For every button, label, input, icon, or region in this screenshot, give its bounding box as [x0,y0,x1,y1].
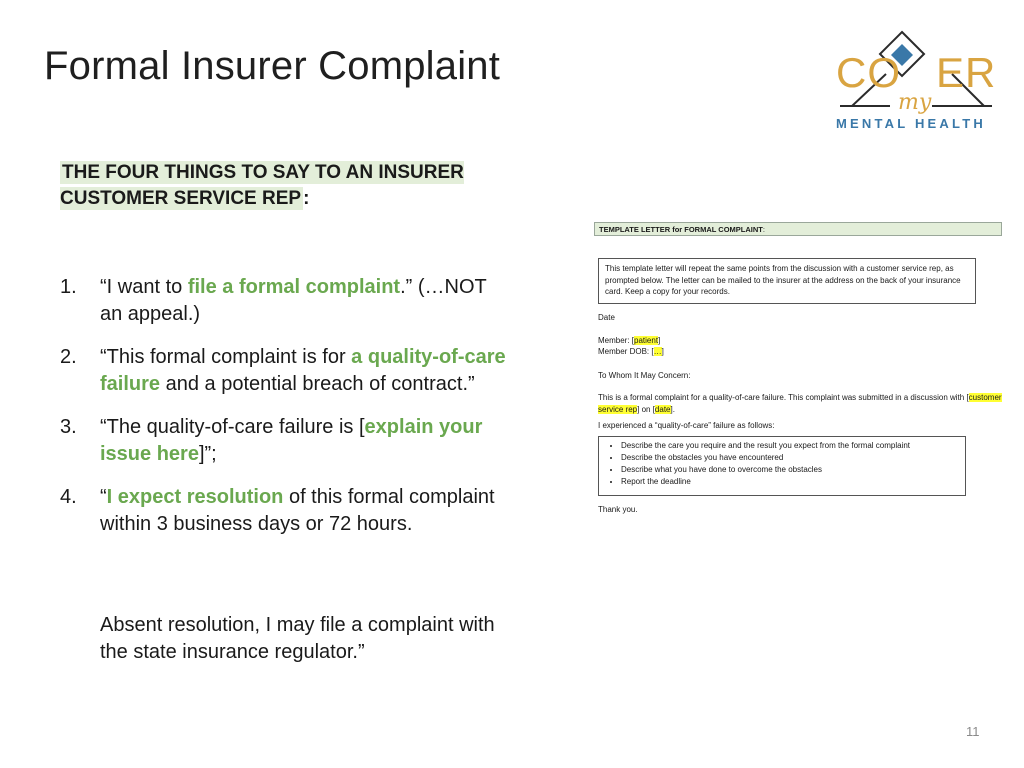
logo-subtitle: MENTAL HEALTH [836,116,986,131]
letter-member-close: ] [658,336,661,345]
cover-my-mental-health-logo [832,26,1002,134]
page-number: 11 [966,724,980,739]
letter-body-text: This is a formal complaint for a quality-of-care failure. This complaint was submitted in a discussion with [ [598,393,969,402]
logo-script: my [898,90,932,115]
list-item [60,344,510,398]
list-item-text: “The quality-of-care failure is [ [100,416,365,438]
letter-date: Date [598,313,615,322]
list-item-emphasis: I expect resolution [106,486,284,508]
list-item-number: 4. [60,486,77,508]
list-item: • Describe the obstacles you have encountered [621,452,959,464]
list-item-text: of this formal complaint within 3 business days or 72 hours. [100,486,495,535]
list-item-number: 2. [60,346,77,368]
four-things-list [60,274,510,554]
list-item-text: .” (…NOT an appeal.) [100,276,487,325]
list-item [60,274,510,328]
followup-statement: Absent resolution, I may file a complaint with the state insurance regulator.” [100,614,495,663]
list-item [60,484,510,538]
letter-dob-close: ] [661,347,664,356]
letter-closing: Thank you. [598,505,638,514]
list-item-number: 1. [60,276,77,298]
template-bullets-box [598,436,966,496]
template-letter-header-text: TEMPLATE LETTER for FORMAL COMPLAINT [599,225,763,234]
logo-word-left: CO [836,49,901,96]
letter-body-rep: customer service rep [598,393,1002,414]
template-letter-header-colon: : [762,225,765,234]
template-intro-box: This template letter will repeat the same points from the discussion with a customer service rep, as prompted below. The letter can be mailed to the insurer at the address on the back of your insurance card. Keep a copy for your records. [598,258,976,304]
list-item-text: “ [100,486,107,508]
letter-member [598,335,1002,347]
list-item-emphasis: file a formal complaint [187,276,401,298]
letter-member-value: patient [634,336,659,345]
letter-experienced: I experienced a “quality-of-care” failure as follows: [598,421,775,430]
list-item-text: and a potential breach of contract.” [160,373,475,395]
letter-body-text: ] on [ [637,404,655,414]
list-item-emphasis: explain your issue here [100,416,483,465]
logo-word-right: ER [936,49,997,96]
letter-salutation: To Whom It May Concern: [598,371,691,380]
template-letter-header [594,222,1002,236]
list-item-text: ]”; [198,443,217,465]
list-item-emphasis: a quality-of-care failure [100,346,506,395]
letter-member-dob [598,346,1002,358]
section-heading-text: THE FOUR THINGS TO SAY TO AN INSURER CUSTOMER SERVICE REP [60,162,464,209]
list-item: • Describe the care you require and the result you expect from the formal complaint [621,440,959,452]
letter-body-date: date [654,404,671,414]
list-item: • Describe what you have done to overcome the obstacles [621,464,959,476]
letter-member-label: Member: [ [598,336,635,345]
letter-dob-label: Member DOB: [ [598,347,654,356]
list-item: • Report the deadline [621,476,959,488]
list-item-number: 3. [60,416,77,438]
list-item-text: “This formal complaint is for [100,346,352,368]
template-bullets [605,440,959,488]
page-title: Formal Insurer Complaint [44,44,501,88]
letter-dob-value: … [653,347,662,356]
list-item-text: “I want to [100,276,188,298]
section-heading-colon: : [303,188,310,209]
list-item [60,414,510,468]
section-heading [60,160,490,212]
letter-body-text: ]. [670,404,675,414]
letter-body [598,392,1002,415]
